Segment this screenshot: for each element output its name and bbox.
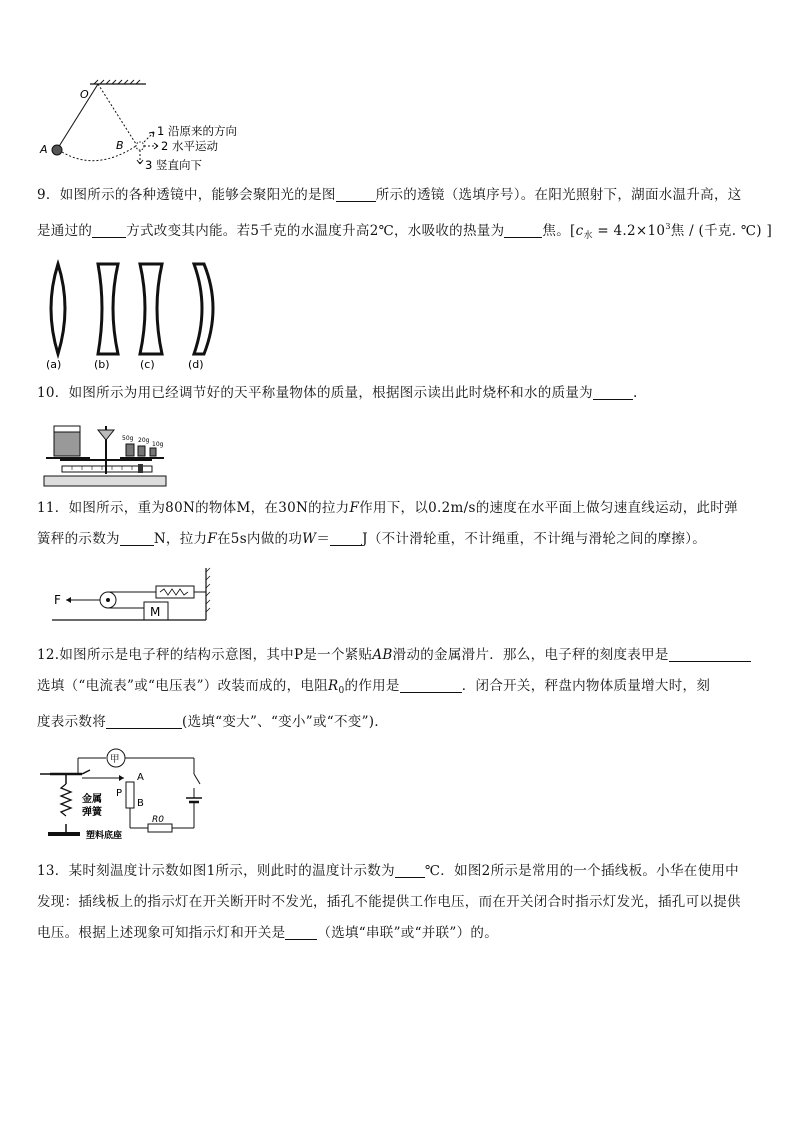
q13-line-1: 13．某时刻温度计示数如图1所示，则此时的温度计示数为 ℃．如图2所示是常用的一个插线板。小华在使用中: [37, 863, 739, 879]
fig-label-spring-2: 弹簧: [82, 807, 102, 818]
fig-label-spring-1: 金属: [82, 794, 102, 805]
q12-line-3: 度表示数将 (选填“变大”、“变小”或“不变”)．: [37, 714, 389, 730]
option-2: 2 水平运动: [161, 139, 218, 153]
question-11: [37, 493, 761, 555]
option-3: 3 竖直向下: [145, 158, 202, 172]
lens-label-c: (c): [140, 358, 155, 371]
lens-label-a: (a): [46, 358, 62, 371]
fig-label-a: A: [137, 772, 144, 783]
weight-50g: 50g: [122, 435, 134, 442]
q13-blank-1[interactable]: [395, 861, 425, 878]
q9-blank-3[interactable]: [504, 221, 542, 238]
fig-label-base: 塑料底座: [86, 831, 123, 841]
q13-line-2: 发现：插线板上的指示灯在开关断开时不发光，插孔不能提供工作电压，而在开关闭合时指示灯发光，插孔可以提供: [37, 894, 741, 910]
question-12: [37, 640, 761, 738]
fig-label-m: M: [150, 605, 161, 619]
fig-label-b: B: [137, 798, 144, 809]
label-o: O: [80, 88, 89, 101]
q9-blank-1[interactable]: [336, 185, 376, 202]
q9-line-2: 是通过的 方式改变其内能。若5千克的水温度升高2℃，水吸收的热量为 焦。[$c_水 = 4.2\times 10^3$焦 / (千克. ℃) ]: [37, 222, 773, 241]
q12-blank-1[interactable]: [669, 645, 751, 662]
q11-line-2: 簧秤的示数为 N，拉力F在5s内做的功W＝ J（不计滑轮重，不计绳重，不计绳与滑轮之间的摩擦）。: [37, 531, 707, 547]
question-13: [37, 856, 761, 949]
lens-label-d: (d): [188, 358, 204, 371]
q10-blank[interactable]: [593, 383, 633, 400]
weight-10g: 10g: [152, 441, 164, 448]
label-b: B: [116, 139, 124, 152]
q11-line-1: 11．如图所示，重为80N的物体M，在30N的拉力F作用下，以0.2m/s的速度在水平面上做匀速直线运动，此时弹: [37, 500, 738, 516]
q11-blank-2[interactable]: [330, 529, 362, 546]
label-a: A: [40, 143, 48, 156]
lens-figure: [36, 258, 236, 372]
q9-blank-2[interactable]: [92, 221, 126, 238]
q9-line-1: 9．如图所示的各种透镜中，能够会聚阳光的是图 所示的透镜（选填序号）。在阳光照射下，湖面水温升高，这: [37, 187, 742, 203]
fig-label-f: F: [54, 593, 61, 607]
q12-line-2: 选填（“电流表”或“电压表”）改装而成的，电阻$R_0$的作用是 ．闭合开关，秤盘内物体质量增大时，刻: [37, 678, 711, 696]
question-10: [37, 378, 761, 409]
question-9: [37, 180, 773, 252]
q13-line-3: 电压。根据上述现象可知指示灯和开关是 （选填“串联”或“并联”）的。: [37, 925, 499, 941]
scale-circuit-figure: [38, 744, 218, 840]
q13-blank-2[interactable]: [285, 923, 317, 940]
q12-blank-2[interactable]: [400, 676, 462, 693]
fig-label-r0: R0: [152, 815, 164, 825]
option-1: 1 沿原来的方向: [157, 124, 237, 138]
fig-label-p: P: [116, 788, 123, 799]
balance-figure: [42, 418, 168, 488]
fig-label-jia: 甲: [110, 754, 120, 765]
pulley-figure: [52, 566, 212, 624]
q12-blank-3[interactable]: [106, 712, 182, 729]
q12-line-1: 12.如图所示是电子秤的结构示意图，其中P是一个紧贴AB滑动的金属滑片．那么，电子秤的刻度表甲是: [37, 640, 761, 671]
weight-20g: 20g: [138, 437, 150, 444]
lens-label-b: (b): [94, 358, 110, 371]
pendulum-figure: [36, 80, 266, 176]
q11-blank-1[interactable]: [120, 529, 154, 546]
q10-line-1: 10．如图所示为用已经调节好的天平称量物体的质量，根据图示读出此时烧杯和水的质量为 .: [37, 385, 638, 401]
